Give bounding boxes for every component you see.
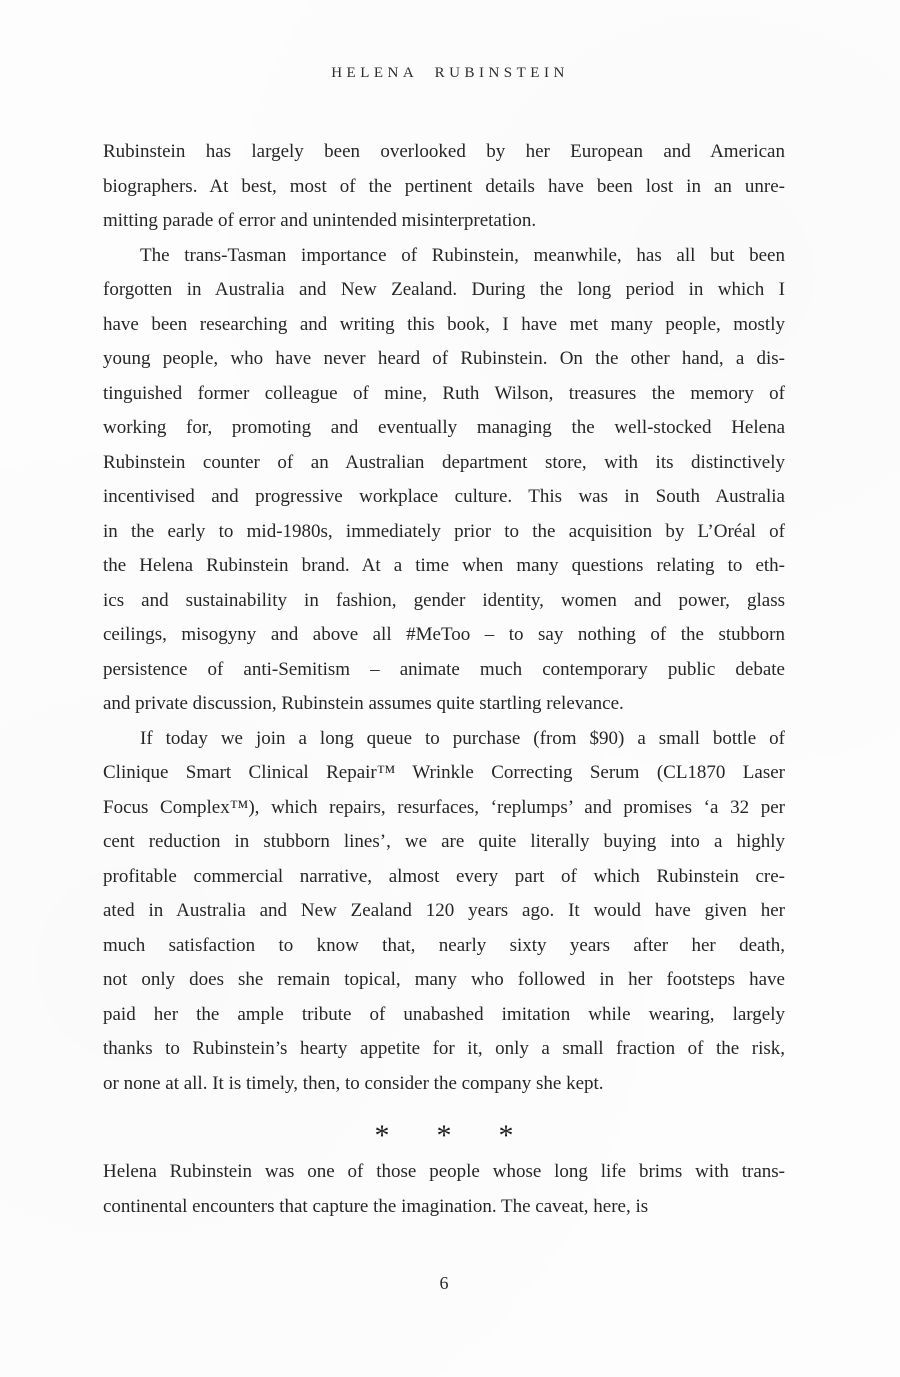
paragraph-line: thanks to Rubinstein’s hearty appetite for it, only a small fraction of the risk,	[103, 1038, 785, 1059]
paragraph-line: mitting parade of error and unintended misinterpretation.	[103, 210, 537, 231]
paragraph-line: ated in Australia and New Zealand 120 years ago. It would have given her	[103, 900, 785, 921]
page-number: 6	[439, 1273, 449, 1293]
paragraph	[103, 722, 785, 1102]
paragraph-line: the Helena Rubinstein brand. At a time when many questions relating to eth-	[103, 555, 785, 576]
body-text	[103, 135, 785, 1301]
paragraph-line: much satisfaction to know that, nearly sixty years after her death,	[103, 934, 785, 956]
paragraph-line: ics and sustainability in fashion, gender identity, women and power, glass	[103, 589, 785, 611]
paragraph-line: ceilings, misogyny and above all #MeToo – to say nothing of the stubborn	[103, 624, 785, 645]
paragraph	[103, 135, 785, 239]
paragraph-line: have been researching and writing this book, I have met many people, mostly	[103, 313, 785, 335]
paragraph	[103, 239, 785, 722]
paragraph-line: not only does she remain topical, many who followed in her footsteps have	[103, 969, 785, 990]
paragraph-line: tinguished former colleague of mine, Ruth Wilson, treasures the memory of	[103, 382, 785, 404]
paragraph-line: continental encounters that capture the imagination. The caveat, here, is	[103, 1195, 649, 1217]
paragraph-line: forgotten in Australia and New Zealand. During the long period in which I	[103, 279, 785, 300]
paragraph-line: and private discussion, Rubinstein assumes quite startling relevance.	[103, 693, 624, 714]
paragraph-line: Helena Rubinstein was one of those people whose long life brims with trans-	[103, 1161, 785, 1182]
paragraph-line: Rubinstein counter of an Australian department store, with its distinctively	[103, 451, 785, 473]
paragraph-line: biographers. At best, most of the pertinent details have been lost in an unre-	[103, 175, 785, 197]
paragraph-line: cent reduction in stubborn lines’, we are quite literally buying into a highly	[103, 831, 785, 852]
paragraph-line: The trans-Tasman importance of Rubinstein, meanwhile, has all but been	[140, 244, 785, 266]
paragraph	[103, 1155, 785, 1224]
paragraph-line: in the early to mid-1980s, immediately prior to the acquisition by L’Oréal of	[103, 520, 785, 542]
paragraph-line: young people, who have never heard of Rubinstein. On the other hand, a dis-	[103, 348, 785, 369]
paragraph-line: Rubinstein has largely been overlooked by her European and American	[103, 141, 785, 162]
paragraph-line: Clinique Smart Clinical Repair™ Wrinkle Correcting Serum (CL1870 Laser	[103, 762, 785, 783]
paragraph-line: incentivised and progressive workplace culture. This was in South Australia	[103, 486, 785, 507]
paragraph-line: Focus Complex™), which repairs, resurfaces, ‘replumps’ and promises ‘a 32 per	[103, 796, 785, 818]
running-header: HELENA RUBINSTEIN	[331, 65, 569, 81]
paragraph-line: or none at all. It is timely, then, to consider the company she kept.	[103, 1072, 604, 1094]
paragraph-line: working for, promoting and eventually managing the well-stocked Helena	[103, 417, 785, 438]
paragraph-line: persistence of anti-Semitism – animate much contemporary public debate	[103, 658, 785, 680]
section-divider: * * *	[374, 1119, 514, 1152]
paragraph-line: profitable commercial narrative, almost every part of which Rubinstein cre-	[103, 865, 785, 887]
paragraph-line: paid her the ample tribute of unabashed imitation while wearing, largely	[103, 1003, 785, 1025]
paragraph-line: If today we join a long queue to purchase (from $90) a small bottle of	[140, 727, 785, 749]
